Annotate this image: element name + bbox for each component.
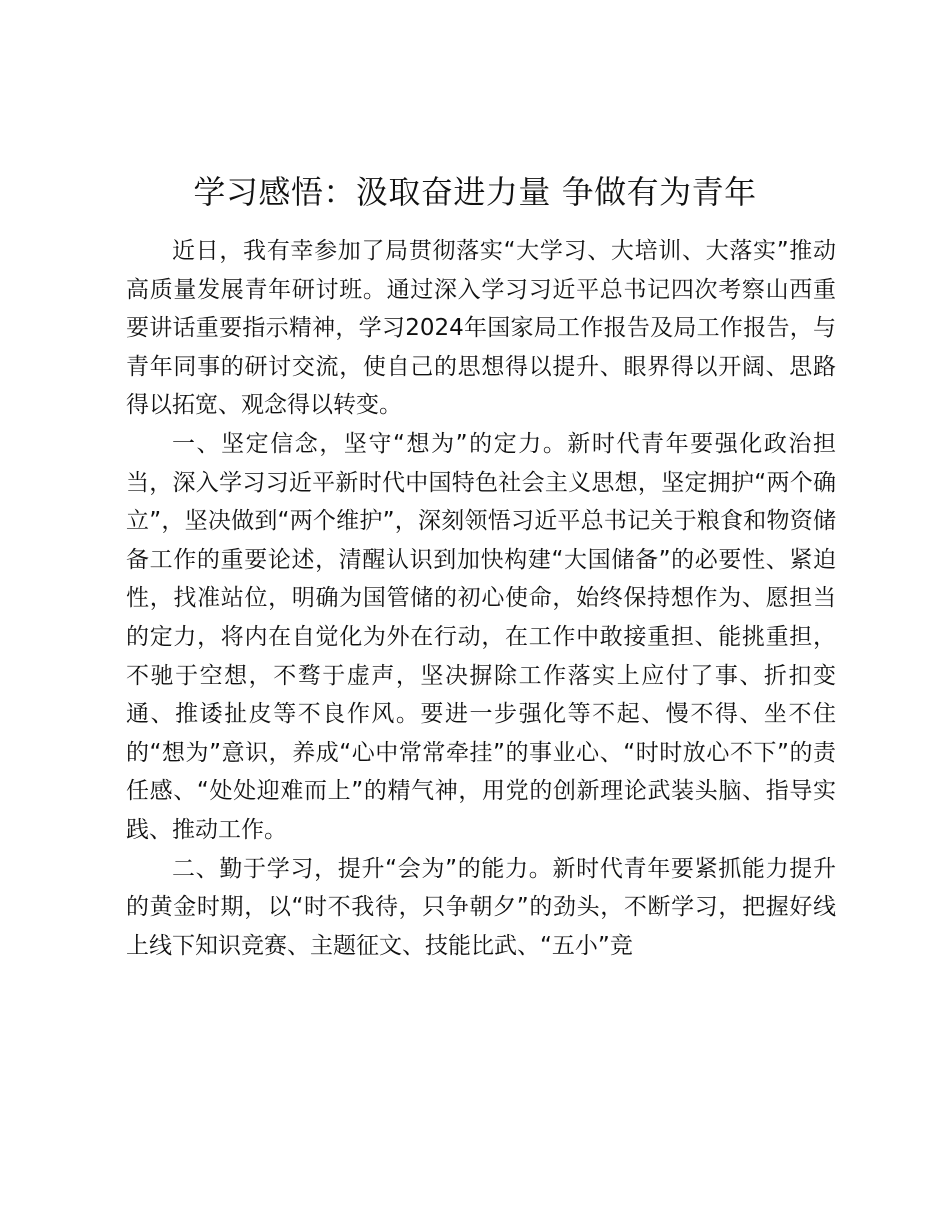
document-body [126,232,836,965]
paragraph-section-one: 一、坚定信念，坚守“想为”的定力。新时代青年要强化政治担当，深入学习习近平新时代中国特色社会主义思想，坚定拥护“两个确立”，坚决做到“两个维护”，深刻领悟习近平总书记关于粮食和物资储备工作的重要论述，清醒认识到加快构建“大国储备”的必要性、紧迫性，找准站位，明确为国管储的初心使命，始终保持想作为、愿担当的定力，将内在自觉化为外在行动，在工作中敢接重担、能挑重担，不驰于空想，不骛于虚声，坚决摒除工作落实上应付了事、折扣变通、推诿扯皮等不良作风。要进一步强化等不起、慢不得、坐不住的“想为”意识，养成“心中常常牵挂”的事业心、“时时放心不下”的责任感、“处处迎难而上”的精气神，用党的创新理论武装头脑、指导实践、推动工作。 [126,430,836,843]
paragraph-intro: 近日，我有幸参加了局贯彻落实“大学习、大培训、大落实”推动高质量发展青年研讨班。通过深入学习习近平总书记四次考察山西重要讲话重要指示精神，学习2024年国家局工作报告及局工作报告，与青年同事的研讨交流，使自己的思想得以提升、眼界得以开阔、思路得以拓宽、观念得以转变。 [126,238,836,419]
paragraph-section-two: 二、勤于学习，提升“会为”的能力。新时代青年要紧抓能力提升的黄金时期，以“时不我待，只争朝夕”的劲头，不断学习，把握好线上线下知识竞赛、主题征文、技能比武、“五小”竞 [126,855,836,959]
document-title: 学习感悟：汲取奋进力量 争做有为青年 [193,173,757,211]
